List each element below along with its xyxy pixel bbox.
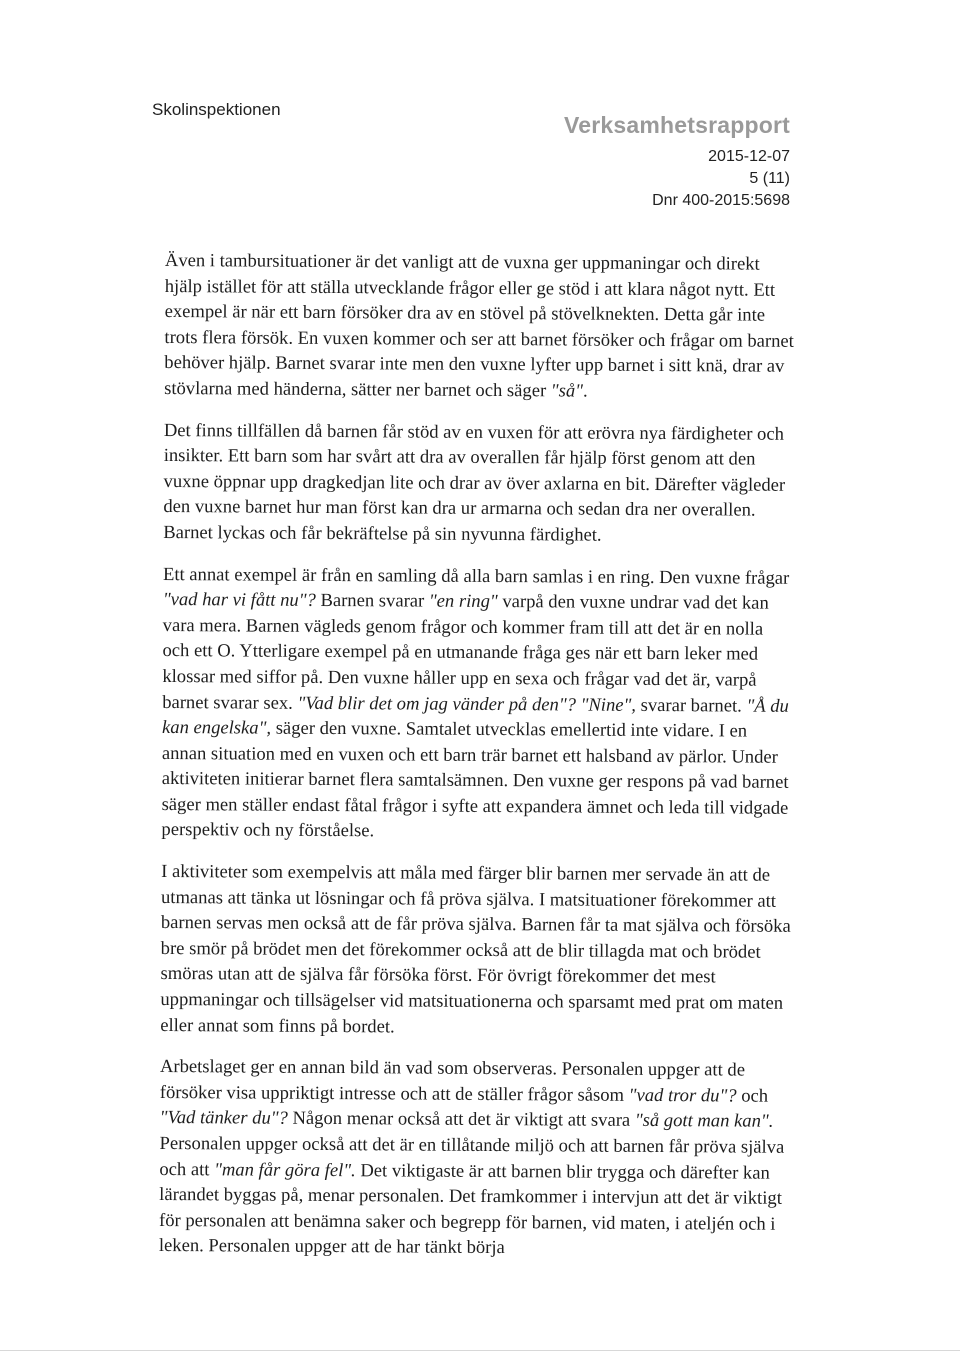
paragraph-overall: Det finns tillfällen då barnen får stöd av en vuxen för att erövra nya färdigheter och insikter. Ett barn som har svårt att dra av overallen får hjälp först genom att den vuxne öppnar upp dragkedjan lite och drar av över axlarna en bit. Därefter vägleder den vuxne barnet hur man först kan dra ur armarna och sedan dra ner overallen. Barnet lyckas och får bekräftelse på sin nyvunna färdighet.: [163, 419, 786, 546]
quote: "vad tror du"?: [628, 1084, 737, 1107]
paragraph-tambur: Även i tambursituationer är det vanligt att de vuxna ger uppmaningar och direkt hjälp istället för att ställa utvecklande frågor eller ge stöd i att klara något nytt. Ett exempel är när ett barn försöker dra av en stövel på stövelknekten. Detta går inte trots flera försök. En vuxen kommer och ser att barnet försöker och frågar om barnet behöver hjälp. Barnet svarar inte men den vuxne lyfter upp barnet i sitt knä, drar av stövlarna med händerna, sätter ner barnet och säger "så".: [164, 249, 794, 402]
quote: "så": [550, 380, 584, 402]
document-header: [564, 112, 790, 212]
quote: "Å du kan engelska",: [162, 695, 789, 739]
quote: "man får göra fel".: [214, 1158, 356, 1181]
quote: "så gott man kan".: [634, 1110, 774, 1133]
paragraph-samling: Ett annat exempel är från en samling då alla barn samlas i en ring. Den vuxne frågar "vad har vi fått nu"? Barnen svarar "en ring" varpå den vuxne undrar vad det kan vara mera. Barnen vägleds genom frågor och kommer fram till att det är en nolla och ett O. Ytterligare exempel på en utmanande fråga ges när ett barn leker med klossar med siffor på. Den vuxne håller upp en sexa och frågar vad det är, varpå barnet svarar sex. "Vad blir det om jag vänder på den"? "Nine", svarar barnet. "Å du kan engelska", säger den vuxne. Samtalet utvecklas emellertid inte vidare. I en annan situation med en vuxen och ett barn trär barnet ett halsband av pärlor. Under aktiviteten initierar barnet flera samtalsämnen. Den vuxne ger respons på vad barnet säger men ställer endast fåtal frågor i syfte att expandera ämnet och leda till vidgade perspektiv och ny förståelse.: [161, 563, 790, 842]
quote: "en ring": [428, 590, 498, 613]
quote: "Vad tänker du"?: [159, 1107, 288, 1130]
organization-name: Skolinspektionen: [152, 100, 281, 119]
document-date: 2015-12-07: [708, 148, 790, 165]
document-type: Verksamhetsrapport: [563, 112, 790, 138]
paragraph-aktiviteter: I aktiviteter som exempelvis att måla med färger blir barnen mer servade än att de utmanas att tänka ut lösningar och få pröva själva. I matsituationer förekommer att barnen servas men också att de får pröva själva. Barnen får ta mat själva och försöka bre smör på brödet men det förekommer också att de blir tillagda mat och brödet smöras utan att de själva får försöka först. För övrigt förekommer det mest uppmaningar och tillsägelser vid matsituationerna och sparsamt med prat om maten eller annat som finns på bordet.: [160, 861, 791, 1038]
report-body: [159, 248, 795, 1279]
quote: "Vad blir det om jag vänder på den"? "Nine",: [297, 692, 637, 716]
diary-number: Dnr 400-2015:5698: [652, 192, 790, 209]
page-number: 5 (11): [749, 170, 790, 187]
page-bottom-edge: [0, 1350, 960, 1351]
quote: "vad har vi fått nu"?: [162, 589, 316, 612]
paragraph-arbetslaget: Arbetslaget ger en annan bild än vad som observeras. Personalen uppger att de försöker visa uppriktigt intresse och att de ställer frågor såsom "vad tror du"? och "Vad tänker du"? Någon menar också att det är viktigt att svara "så gott man kan". Personalen uppger också att det är en tillåtande miljö och att barnen får pröva själva och att "man får göra fel". Det viktigaste är att barnen blir trygga och därefter kan lärandet byggas på, menar personalen. Det framkommer i intervjun att det är viktigt för personalen att benämna saker och begrepp för barnen, vid maten, i ateljén och i leken. Personalen uppger att de har tänkt börja: [158, 1056, 785, 1259]
